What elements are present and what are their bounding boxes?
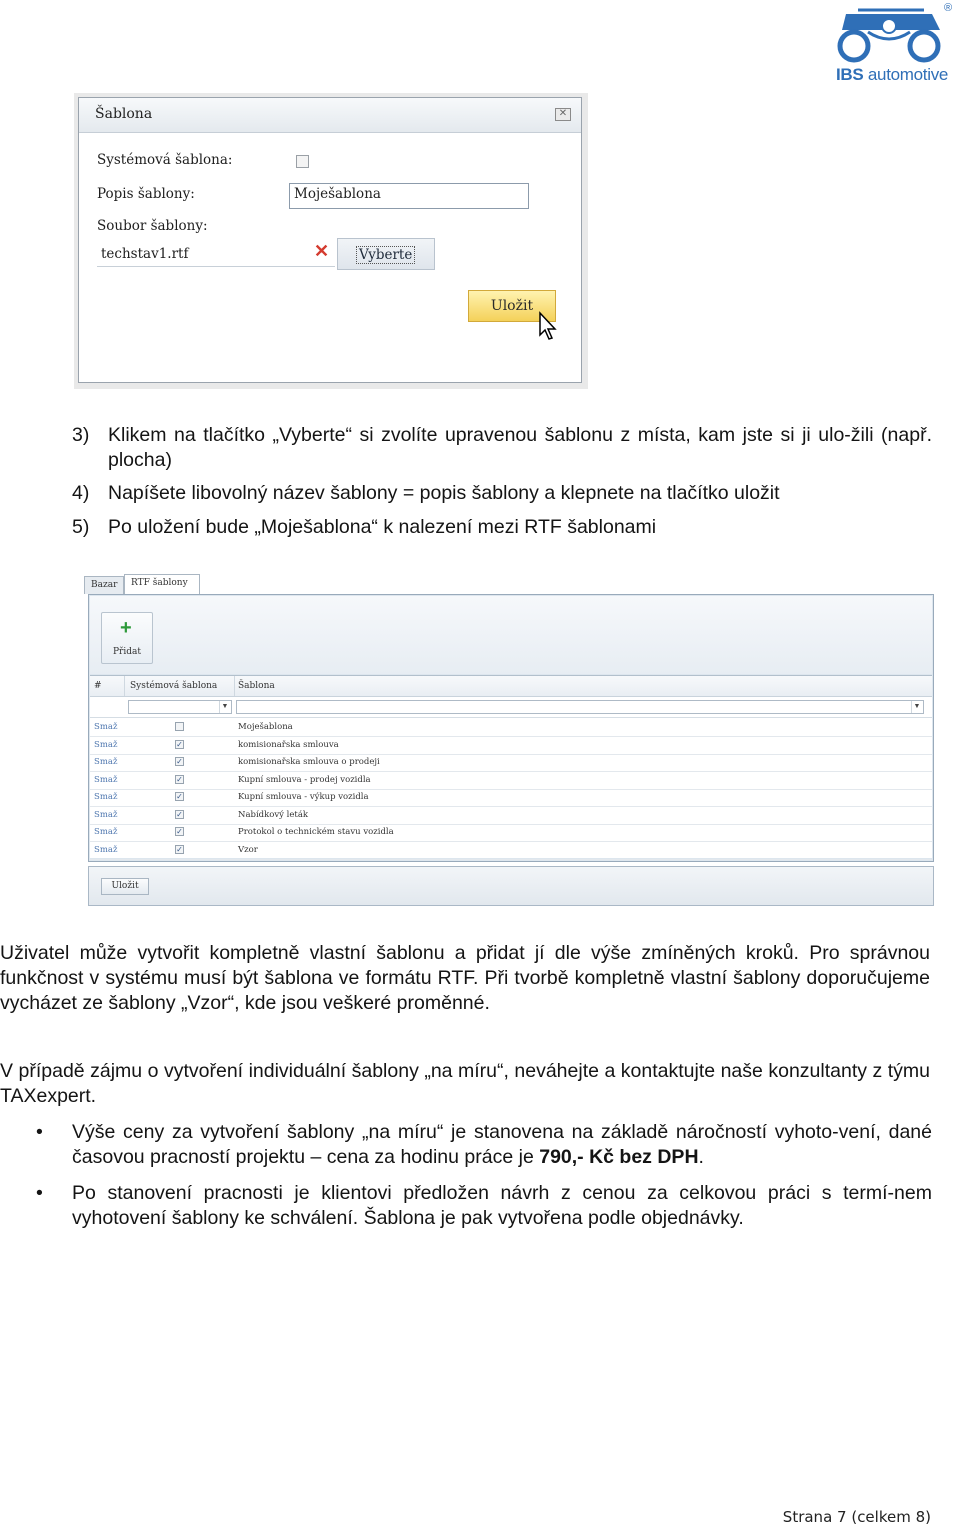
table-row: [90, 823, 932, 842]
dialog-header: [79, 98, 581, 133]
table-row: [90, 806, 932, 825]
save-button[interactable]: Uložit: [468, 290, 556, 322]
step-number: 5): [72, 516, 90, 538]
add-button[interactable]: [101, 612, 153, 664]
delete-link[interactable]: Smaž: [94, 827, 118, 837]
system-template-checkbox[interactable]: ✓: [176, 792, 183, 801]
grid-footer: [88, 866, 934, 906]
step-number: 4): [72, 482, 90, 504]
file-name-value: techstav1.rtf: [101, 246, 189, 262]
grid-panel: [88, 594, 934, 862]
company-logo: [828, 2, 960, 86]
mouse-cursor-icon: [538, 311, 558, 341]
table-header: [90, 676, 932, 697]
dialog-title: Šablona: [95, 106, 153, 122]
choose-file-button[interactable]: Vyberte: [337, 238, 435, 270]
delete-link[interactable]: Smaž: [94, 774, 118, 785]
template-name: Moješablona: [238, 722, 293, 732]
system-template-checkbox[interactable]: [175, 722, 184, 731]
bullet-icon: •: [36, 1121, 43, 1143]
table-row: [90, 753, 932, 772]
system-template-checkbox[interactable]: [296, 155, 309, 168]
chevron-down-icon: ▼: [219, 701, 230, 713]
close-icon[interactable]: ✕: [555, 108, 571, 121]
template-name: Kupní smlouva - výkup vozidla: [238, 792, 369, 802]
tab-rtf-templates[interactable]: RTF šablony: [124, 574, 200, 594]
system-template-checkbox[interactable]: ✓: [176, 844, 183, 854]
bullet-icon: •: [36, 1182, 43, 1204]
delete-link[interactable]: Smaž: [94, 739, 118, 750]
templates-grid-screenshot: [78, 574, 936, 910]
step-text: Po uložení bude „Moješablona“ k nalezení mezi RTF šablonami: [108, 516, 657, 538]
template-dialog: [78, 97, 582, 383]
column-separator: [124, 676, 125, 696]
column-separator: [234, 676, 235, 696]
template-name: komisionařska smlouva o prodeji: [238, 757, 380, 767]
system-template-checkbox[interactable]: ✓: [176, 827, 183, 836]
system-template-checkbox[interactable]: ✓: [176, 739, 183, 749]
templates-table: [90, 675, 932, 858]
list-item: [72, 515, 932, 540]
plus-icon: +: [120, 617, 132, 639]
paragraph-contact: V případě zájmu o vytvoření individuální šablony „na míru“, neváhejte a kontaktujte naše konzultanty z týmu TAXexpert.: [0, 1060, 930, 1107]
template-filter-select[interactable]: [236, 700, 924, 714]
system-filter-select[interactable]: [128, 700, 232, 714]
list-item: [36, 1181, 932, 1231]
template-name: Protokol o technickém stavu vozidla: [238, 827, 394, 837]
column-header-system[interactable]: Systémová šablona: [130, 681, 218, 691]
chevron-down-icon: ▼: [911, 701, 922, 713]
bullet-text: Po stanovení pracnosti je klientovi předložen návrh z cenou za celkovou práci s termí-nem vyhotovení šablony ke schválení. Šablona je pak vytvořena podle objednávky.: [72, 1182, 932, 1229]
filter-row: [90, 697, 932, 718]
delete-link[interactable]: Smaž: [94, 757, 118, 767]
price-value: 790,- Kč bez DPH: [539, 1146, 699, 1168]
template-name: komisionařska smlouva: [238, 739, 339, 750]
system-template-checkbox[interactable]: ✓: [176, 774, 183, 784]
grid-save-button[interactable]: Uložit: [101, 878, 149, 895]
step-text: Napíšete libovolný název šablony = popis šablony a klepnete na tlačítko uložit: [108, 482, 780, 504]
registered-mark: ®: [944, 2, 953, 14]
description-label: Popis šablony:: [97, 186, 195, 202]
step-number: 3): [72, 424, 90, 446]
table-row: [90, 718, 932, 737]
table-row: [90, 771, 932, 790]
table-row: [90, 736, 932, 755]
grid-toolbar: [90, 596, 932, 674]
delete-link[interactable]: Smaž: [94, 792, 118, 802]
bullet-text: Výše ceny za vytvoření šablony „na míru“ je stanovena na základě náročností vyhoto-vení, dané časovou pracností projektu – cena za hodinu práce je 790,- Kč bez DPH.: [72, 1121, 932, 1168]
system-template-label: Systémová šablona:: [97, 152, 233, 168]
system-template-checkbox[interactable]: ✓: [176, 757, 183, 766]
system-template-checkbox[interactable]: ✓: [176, 809, 183, 819]
add-button-label: Přidat: [113, 647, 141, 657]
page-number: Strana 7 (celkem 8): [782, 1508, 931, 1526]
tab-bazar[interactable]: Bazar: [84, 576, 124, 594]
delete-link[interactable]: Smaž: [94, 809, 118, 820]
list-item: [36, 1120, 932, 1170]
list-item: [72, 423, 932, 473]
step-text: Klikem na tlačítko „Vyberte“ si zvolíte upravenou šablonu z místa, kam jste si ji ulo-žili (např. plocha): [108, 424, 932, 471]
template-name: Nabídkový leták: [238, 809, 309, 820]
file-label: Soubor šablony:: [97, 218, 208, 234]
template-name: Kupní smlouva - prodej vozidla: [238, 774, 371, 785]
table-row: [90, 841, 932, 860]
template-name: Vzor: [238, 844, 258, 855]
carriage-icon: [828, 2, 960, 66]
delete-link[interactable]: Smaž: [94, 722, 118, 732]
paragraph-intro: Uživatel může vytvořit kompletně vlastní šablonu a přidat jí dle výše zmíněných kroků. Pro správnou funkčnost v systému musí být šablona ve formátu RTF. Při tvorbě kompletně vlastní šablony doporučujeme vycházet ze šablony „Vzor“, kde jsou veškeré proměnné.: [0, 942, 930, 1014]
description-input[interactable]: Moješablona: [289, 183, 529, 209]
list-item: [72, 481, 932, 506]
logo-text: IBS automotive: [836, 65, 949, 84]
delete-link[interactable]: Smaž: [94, 844, 118, 855]
remove-file-icon[interactable]: ✕: [314, 241, 330, 261]
table-row: [90, 788, 932, 807]
column-header-template[interactable]: Šablona: [238, 681, 275, 691]
column-header-index: #: [94, 681, 102, 691]
file-underline: [97, 266, 335, 267]
